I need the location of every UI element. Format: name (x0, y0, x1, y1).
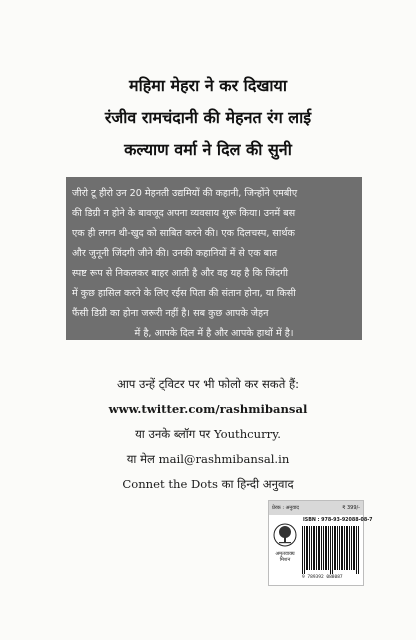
headline-1: महिमा मेहरा ने कर दिखाया (129, 76, 287, 95)
blurb-box (66, 177, 362, 340)
twitter-link[interactable]: www.twitter.com/rashmibansal (108, 402, 308, 416)
blurb-line: की डिग्री न होने के बावजूद अपना व्यवसाय शुरू किया। उनमें बस (72, 208, 296, 219)
tree-icon (273, 523, 297, 547)
blurb-line: में है, आपके दिल में है और आपके हाथों में है। (134, 328, 294, 339)
barcode-header (269, 501, 363, 515)
author-contact-block (0, 372, 416, 497)
blurb-line: जीरो टू हीरो उन 20 मेहनती उद्यमियों की कहानी, जिन्होंने एमबीए (72, 188, 298, 199)
publisher-logo (272, 523, 298, 563)
blurb-line: फैंसी डिग्री का होना जरूरी नहीं है। सब कुछ आपके जेहन (72, 308, 269, 319)
blog-line: या उनके ब्लॉग पर Youthcurry. (135, 427, 281, 441)
blurb-line: एक ही लगन थी-खुद को साबित करने की। एक दिलचस्प, सार्थक (72, 228, 295, 239)
category-label: प्रेरक : अनुवाद (272, 505, 299, 511)
headline-2: रंजीव रामचंदानी की मेहनत रंग लाई (104, 108, 312, 127)
publisher-sub: मिशन (279, 557, 291, 563)
publisher-name: अमृतवाक्य (275, 551, 295, 557)
follow-line: आप उन्हें ट्विटर पर भी फोलो कर सकते हैं: (116, 377, 300, 391)
headline-3: कल्याण वर्मा ने दिल की सुनी (124, 140, 292, 159)
price-label: ₹ 399/- (342, 505, 360, 511)
translation-line: Connet the Dots का हिन्दी अनुवाद (122, 477, 294, 491)
blurb-line: में कुछ हासिल करने के लिए रईस पिता की संतान होना, या किसी (72, 288, 296, 299)
blurb-line: स्पष्ट रूप से निकलकर बाहर आती है और वह यह है कि जिंदगी (72, 268, 288, 279)
mail-line: या मेल mail@rashmibansal.in (126, 452, 290, 466)
isbn-label: ISBN : 978-93-92088-08-7 (303, 518, 373, 523)
headline-block (0, 70, 416, 166)
barcode-bars (302, 526, 360, 574)
barcode-panel (268, 500, 373, 586)
blurb-line: और जुनूनी जिंदगी जीने की। उनकी कहानियों में से एक बात (72, 248, 278, 259)
barcode-digits: 9 789392 088087 (302, 575, 343, 580)
